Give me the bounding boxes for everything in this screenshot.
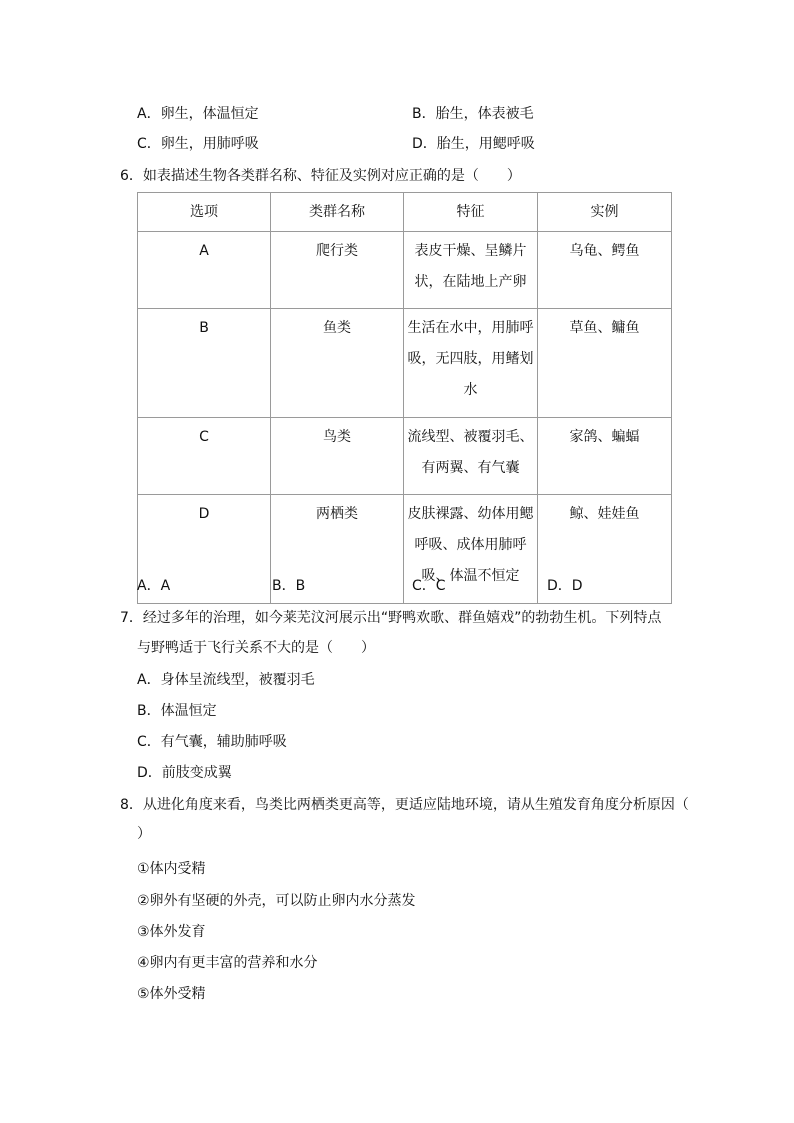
cell-feature: 流线型、被覆羽毛、有两翼、有气囊 <box>404 418 538 495</box>
cell-group: 两栖类 <box>271 495 404 604</box>
q7-option-c: C．有气囊，辅助肺呼吸 <box>137 734 287 750</box>
q6-option-d: D．D <box>547 578 583 594</box>
q8-item-1: ①体内受精 <box>137 861 206 877</box>
q8-item-2: ②卵外有坚硬的外壳，可以防止卵内水分蒸发 <box>137 893 416 909</box>
header-option: 选项 <box>138 193 271 232</box>
q7-option-a: A．身体呈流线型，被覆羽毛 <box>137 672 315 688</box>
cell-option: B <box>138 309 271 418</box>
table-row <box>138 309 672 418</box>
q5-option-b: B．胎生，体表被毛 <box>412 106 534 122</box>
q6-option-c: C．C <box>412 578 446 594</box>
cell-feature: 生活在水中，用肺呼吸，无四肢，用鳍划水 <box>404 309 538 418</box>
q7-option-b: B．体温恒定 <box>137 703 217 719</box>
header-group: 类群名称 <box>271 193 404 232</box>
cell-example: 乌龟、鳄鱼 <box>538 232 672 309</box>
q8-item-3: ③体外发育 <box>137 924 206 940</box>
q8-item-5: ⑤体外受精 <box>137 986 206 1002</box>
cell-example: 鲸、娃娃鱼 <box>538 495 672 604</box>
q7-stem-line2: 与野鸭适于飞行关系不大的是（ ） <box>137 640 375 656</box>
q5-option-d: D．胎生，用鳃呼吸 <box>412 136 535 152</box>
table-header-row <box>138 193 672 232</box>
cell-group: 鸟类 <box>271 418 404 495</box>
q8-stem-line2: ） <box>137 826 151 842</box>
cell-group: 爬行类 <box>271 232 404 309</box>
table-row <box>138 232 672 309</box>
cell-option: C <box>138 418 271 495</box>
cell-example: 家鸽、蝙蝠 <box>538 418 672 495</box>
q7-stem-line1: 7．经过多年的治理，如今莱芜汶河展示出“野鸭欢歌、群鱼嬉戏”的勃勃生机。下列特点 <box>120 610 662 626</box>
table-row <box>138 418 672 495</box>
q6-table <box>137 192 672 604</box>
table-row <box>138 495 672 604</box>
cell-feature: 皮肤裸露、幼体用鳃呼吸、成体用肺呼吸、体温不恒定 <box>404 495 538 604</box>
cell-example: 草鱼、鳙鱼 <box>538 309 672 418</box>
cell-option: A <box>138 232 271 309</box>
q7-option-d: D．前肢变成翼 <box>137 765 232 781</box>
q8-item-4: ④卵内有更丰富的营养和水分 <box>137 955 318 971</box>
q8-stem-line1: 8．从进化角度来看，鸟类比两栖类更高等，更适应陆地环境，请从生殖发育角度分析原因（ <box>120 797 689 813</box>
cell-option: D <box>138 495 271 604</box>
q6-stem: 6．如表描述生物各类群名称、特征及实例对应正确的是（ ） <box>120 168 521 184</box>
cell-feature: 表皮干燥、呈鳞片状，在陆地上产卵 <box>404 232 538 309</box>
q6-option-a: A．A <box>137 578 171 594</box>
header-example: 实例 <box>538 193 672 232</box>
q5-option-a: A．卵生，体温恒定 <box>137 106 259 122</box>
header-feature: 特征 <box>404 193 538 232</box>
cell-group: 鱼类 <box>271 309 404 418</box>
q5-option-c: C．卵生，用肺呼吸 <box>137 136 259 152</box>
q6-option-b: B．B <box>272 578 306 594</box>
